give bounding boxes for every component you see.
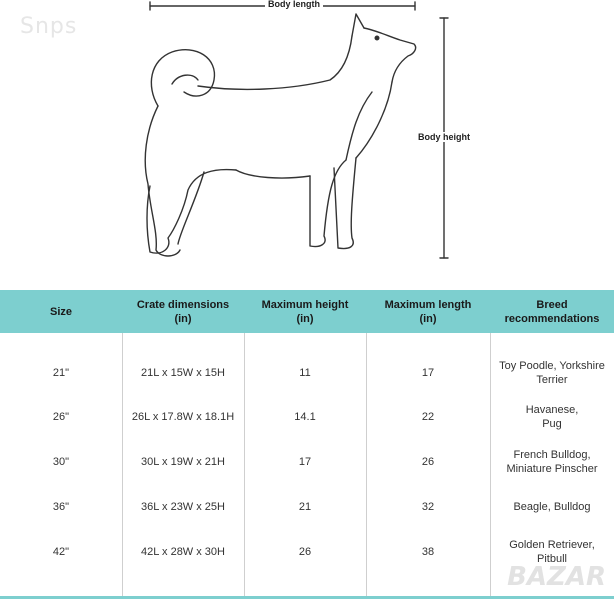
- table-row: [0, 484, 614, 530]
- header-crate-dimensions: Crate dimensions (in): [136, 298, 230, 325]
- cell-breed: Golden Retriever, Pitbull: [509, 539, 595, 565]
- cell-max-length: 22: [421, 411, 435, 423]
- cell-max-height: 11: [299, 367, 311, 379]
- body-length-label: Body length: [265, 0, 323, 9]
- cell-dimensions: 21L x 15W x 15H: [141, 367, 225, 379]
- header-maximum-length: Maximum length (in): [384, 298, 472, 325]
- header-maximum-height: Maximum height (in): [261, 298, 349, 325]
- cell-max-length: 17: [421, 367, 435, 379]
- table-row: [0, 439, 614, 485]
- cell-max-height: 14.1: [294, 411, 316, 423]
- table-row: [0, 394, 614, 440]
- cell-size: 26": [52, 411, 70, 423]
- dog-illustration: [0, 0, 614, 290]
- cell-size: 21": [52, 367, 70, 379]
- cell-dimensions: 26L x 17.8W x 18.1H: [131, 411, 235, 423]
- cell-max-height: 21: [298, 501, 312, 513]
- body-height-label: Body height: [415, 132, 473, 142]
- cell-breed: French Bulldog, Miniature Pinscher: [506, 449, 598, 475]
- table-row: [0, 350, 614, 396]
- cell-max-length: 38: [421, 546, 435, 558]
- table-bottom-border: [0, 596, 614, 599]
- cell-size: 42": [52, 546, 70, 558]
- crate-size-table: [0, 290, 614, 600]
- cell-breed: Havanese, Pug: [525, 404, 579, 430]
- cell-max-height: 26: [298, 546, 312, 558]
- cell-max-length: 32: [421, 501, 435, 513]
- cell-dimensions: 30L x 19W x 21H: [141, 456, 225, 468]
- cell-breed: Beagle, Bulldog: [513, 501, 591, 513]
- cell-dimensions: 36L x 23W x 25H: [141, 501, 225, 513]
- cell-size: 30": [52, 456, 70, 468]
- header-size: Size: [49, 305, 72, 318]
- cell-max-height: 17: [298, 456, 312, 468]
- cell-breed: Toy Poodle, Yorkshire Terrier: [499, 360, 605, 386]
- watermark-text: Snps: [20, 14, 78, 39]
- watermark-corner-text: BAZAR: [507, 562, 606, 592]
- header-breed-recommendations: Breed recommendations: [504, 298, 600, 325]
- cell-size: 36": [52, 501, 70, 513]
- dog-measurement-diagram: [0, 0, 614, 290]
- cell-dimensions: 42L x 28W x 30H: [141, 546, 225, 558]
- cell-max-length: 26: [421, 456, 435, 468]
- table-header: [0, 290, 614, 333]
